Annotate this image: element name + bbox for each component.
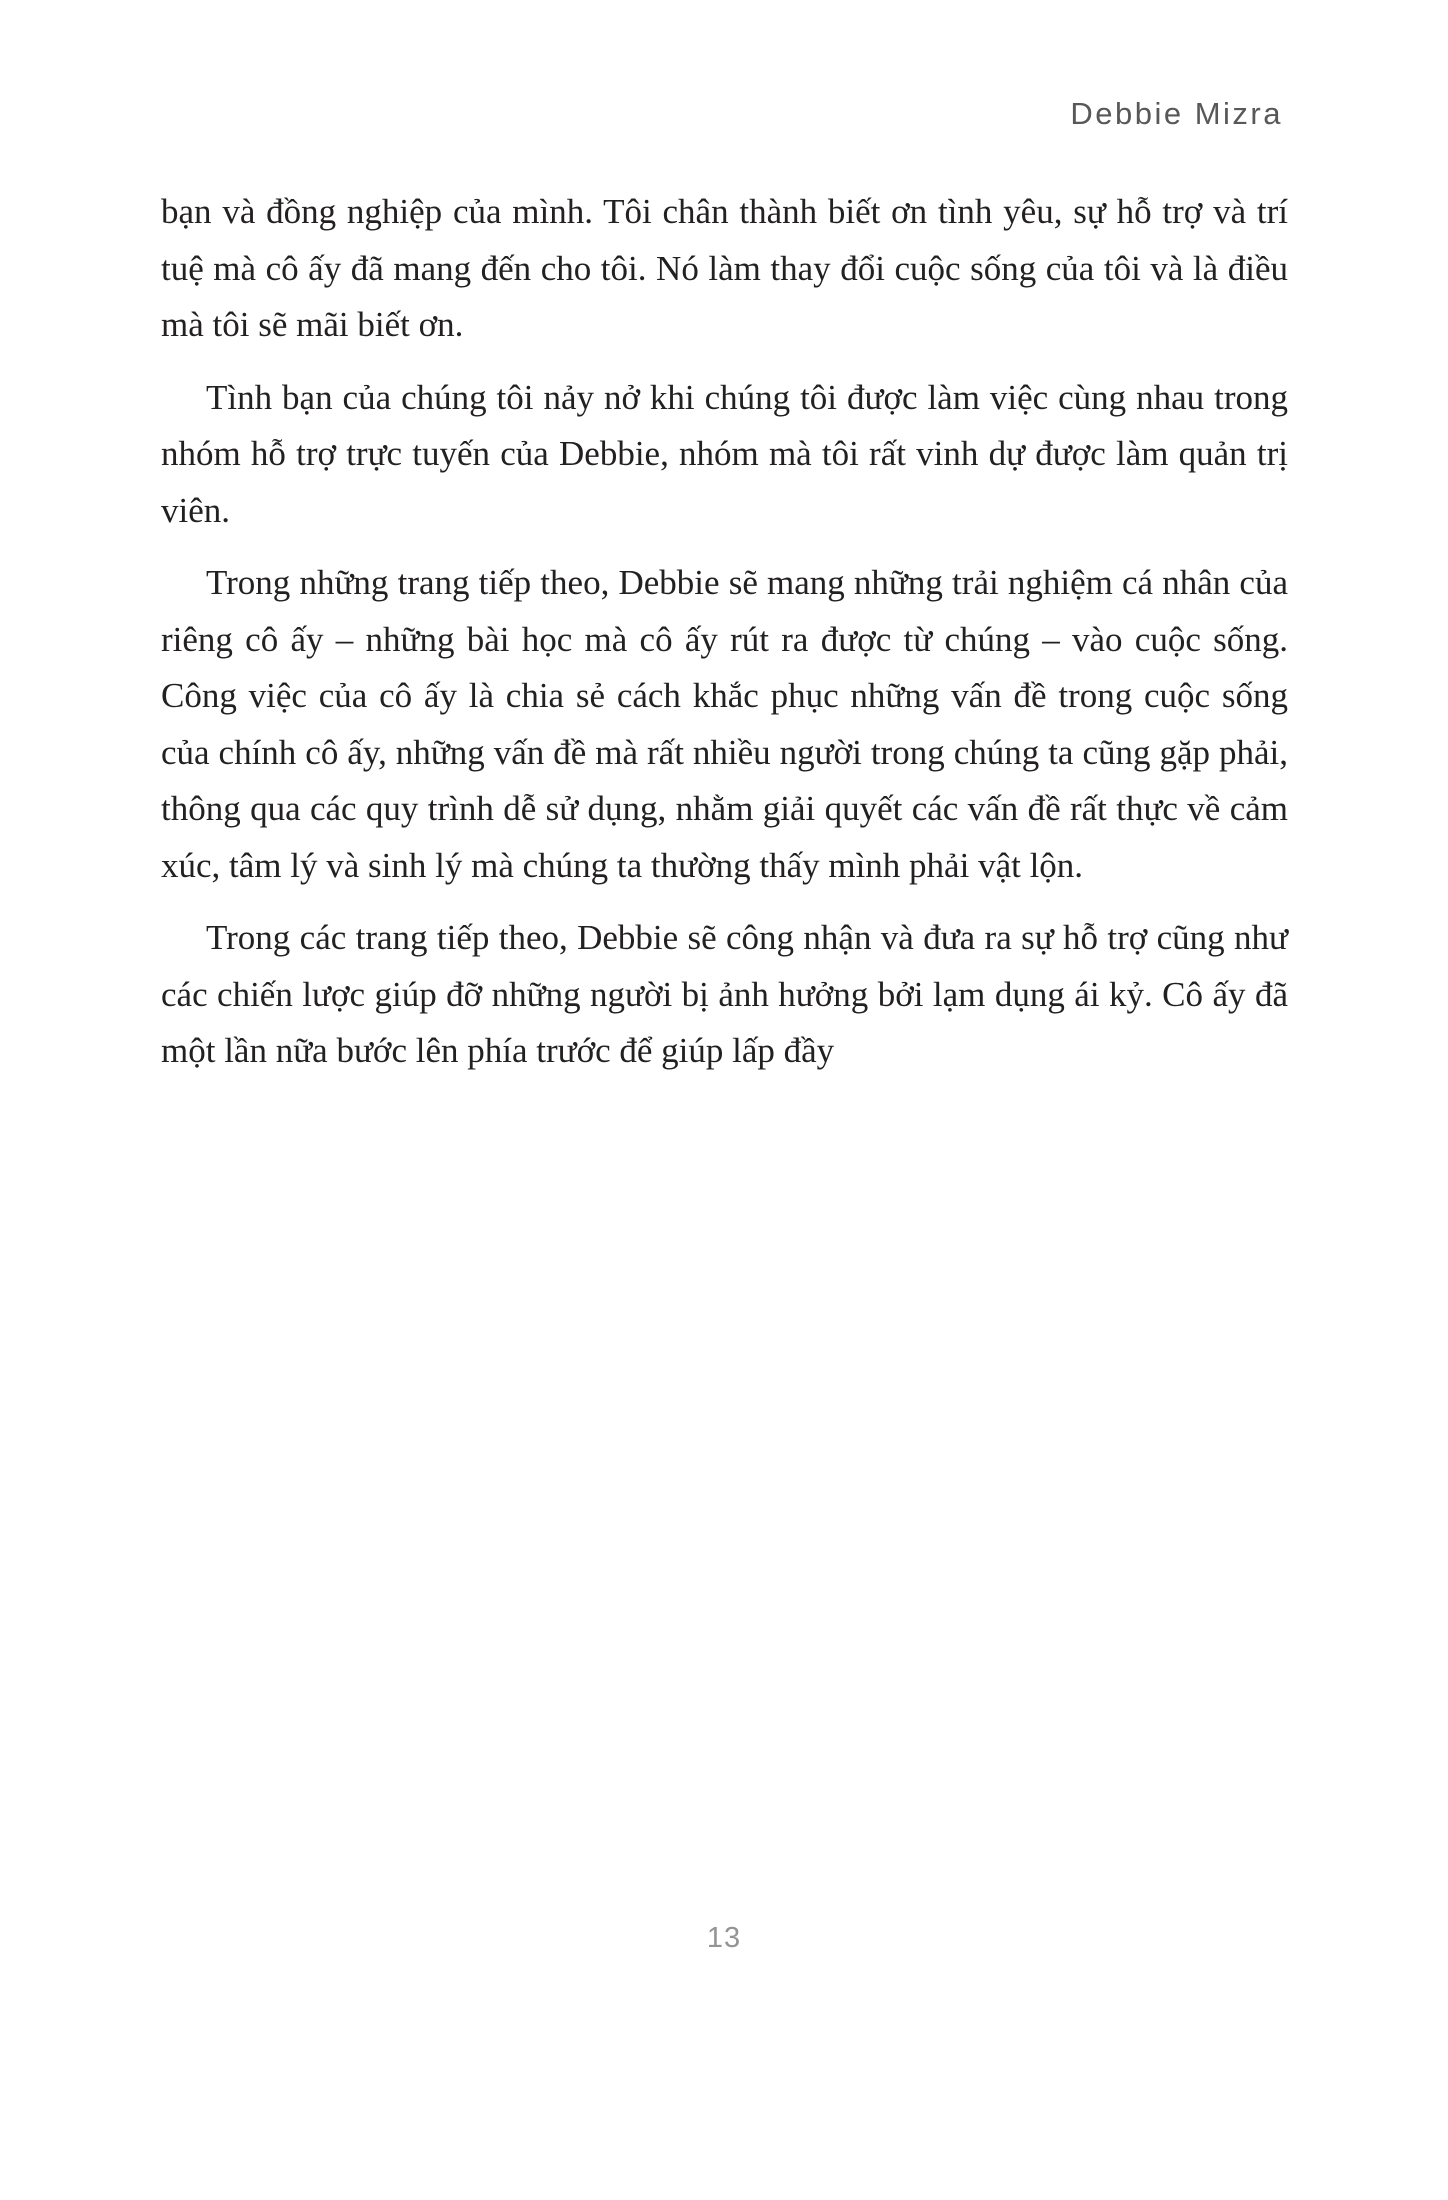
paragraph: Trong các trang tiếp theo, Debbie sẽ công nhận và đưa ra sự hỗ trợ cũng như các chiến lược giúp đỡ những người bị ảnh hưởng bởi lạm dụng ái kỷ. Cô ấy đã một lần nữa bước lên phía trước để giúp lấp đầy <box>161 918 1288 1070</box>
running-header-author: Debbie Mizra <box>1070 96 1283 131</box>
body-text-block <box>161 184 1288 1096</box>
page-number: 13 <box>706 1922 742 1954</box>
paragraph: Tình bạn của chúng tôi nảy nở khi chúng tôi được làm việc cùng nhau trong nhóm hỗ trợ trực tuyến của Debbie, nhóm mà tôi rất vinh dự được làm quản trị viên. <box>161 377 1288 530</box>
paragraph-continuation: bạn và đồng nghiệp của mình. Tôi chân thành biết ơn tình yêu, sự hỗ trợ và trí tuệ mà cô ấy đã mang đến cho tôi. Nó làm thay đổi cuộc sống của tôi và là điều mà tôi sẽ mãi biết ơn. <box>161 192 1288 344</box>
paragraph: Trong những trang tiếp theo, Debbie sẽ mang những trải nghiệm cá nhân của riêng cô ấy – những bài học mà cô ấy rút ra được từ chúng – vào cuộc sống. Công việc của cô ấy là chia sẻ cách khắc phục những vấn đề trong cuộc sống của chính cô ấy, những vấn đề mà rất nhiều người trong chúng ta cũng gặp phải, thông qua các quy trình dễ sử dụng, nhằm giải quyết các vấn đề rất thực về cảm xúc, tâm lý và sinh lý mà chúng ta thường thấy mình phải vật lộn. <box>161 563 1288 885</box>
